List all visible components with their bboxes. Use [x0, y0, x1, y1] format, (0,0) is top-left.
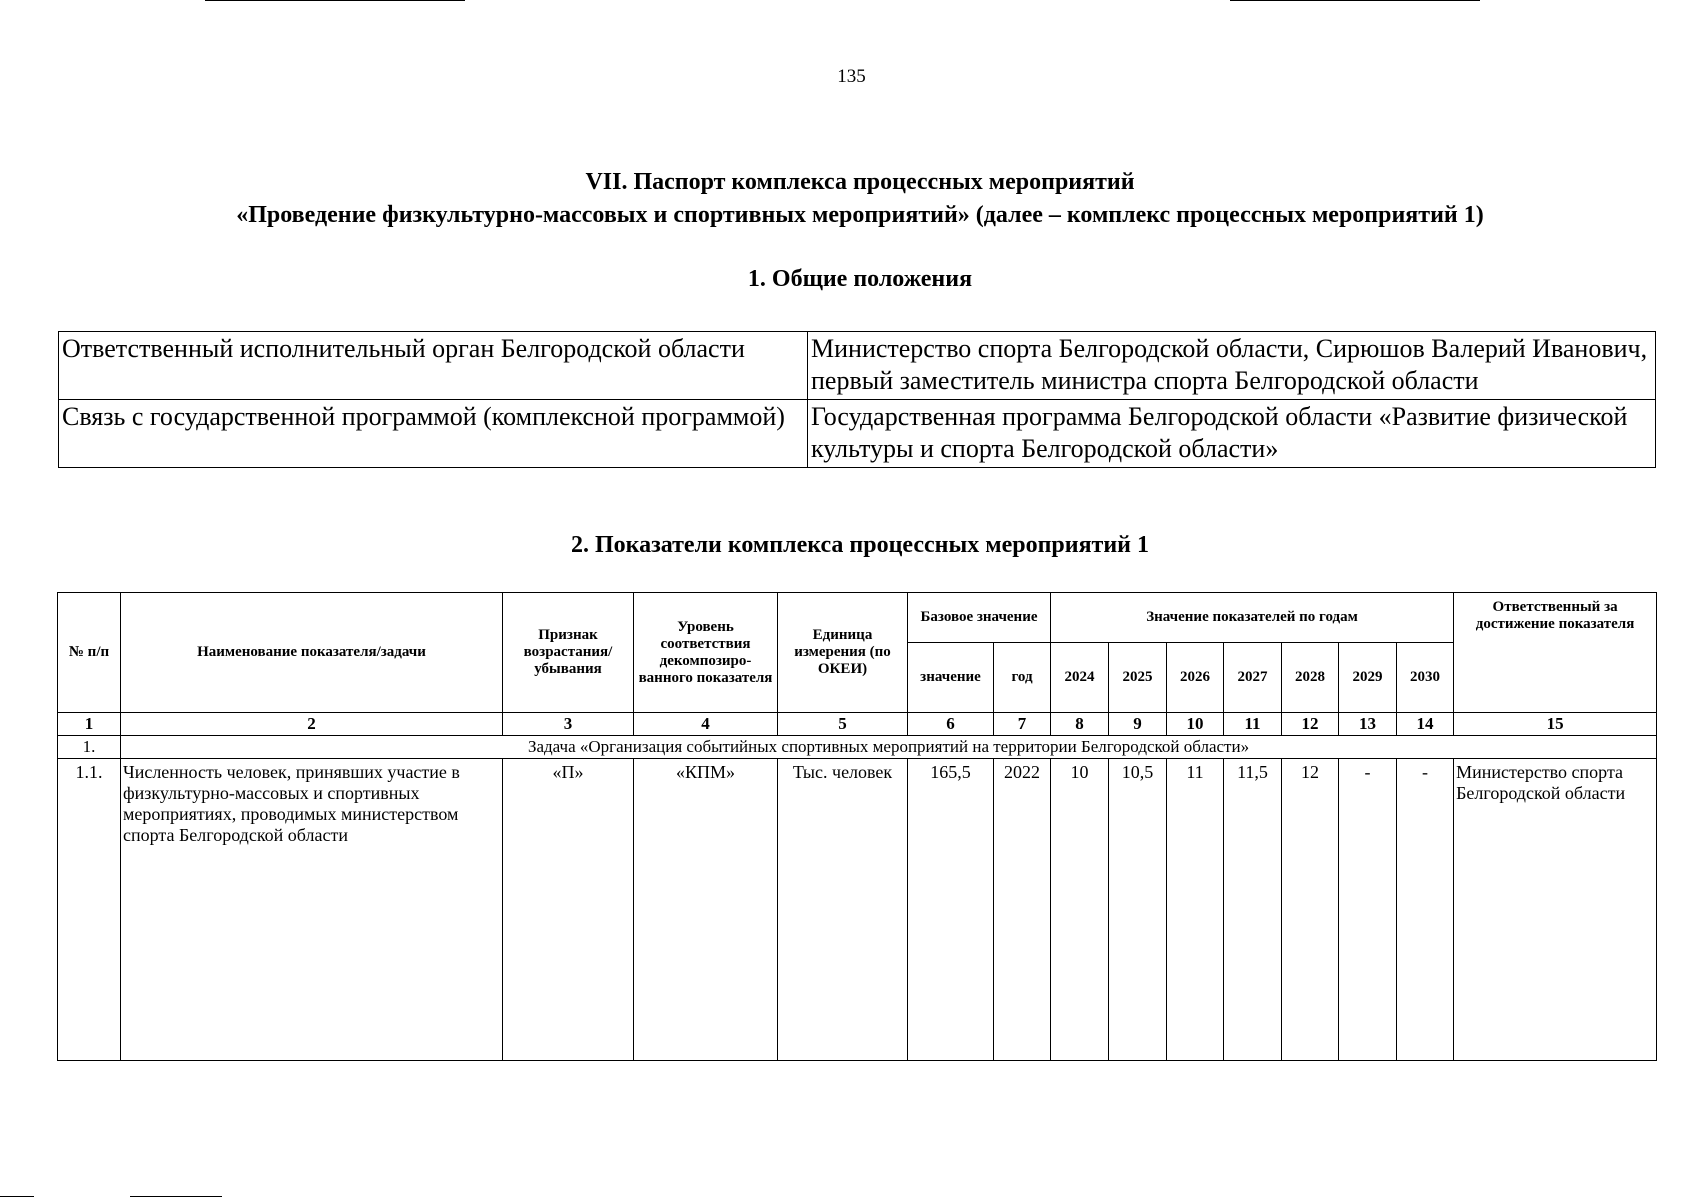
- row-value-2029: -: [1339, 759, 1397, 1061]
- header-year: 2028: [1282, 643, 1339, 713]
- general-provisions-heading: 1. Общие положения: [747, 266, 973, 292]
- row-unit: Тыс. человек: [778, 759, 908, 1061]
- general-label: Связь с государственной программой (комплексной программой): [59, 400, 808, 468]
- top-edge-rule: [205, 0, 465, 1]
- column-number: 9: [1109, 713, 1167, 736]
- row-base-value: 165,5: [908, 759, 994, 1061]
- column-numbers-row: [58, 713, 1657, 736]
- general-provisions-table: [58, 331, 1656, 468]
- page-number: 135: [837, 66, 866, 87]
- column-number: 10: [1167, 713, 1224, 736]
- row-name: Численность человек, принявших участие в физкультурно-массовых и спортивных мероприятиях, проводимых министерством спорта Белгородской области: [121, 759, 503, 1061]
- header-year: 2026: [1167, 643, 1224, 713]
- header-year: 2024: [1051, 643, 1109, 713]
- column-number: 5: [778, 713, 908, 736]
- header-name: Наименование показателя/задачи: [121, 593, 503, 713]
- table-row: [58, 759, 1657, 1061]
- row-base-year: 2022: [994, 759, 1051, 1061]
- header-num: № п/п: [58, 593, 121, 713]
- row-level: «КПМ»: [634, 759, 778, 1061]
- header-base: Базовое значение: [908, 593, 1051, 643]
- row-responsible: Министерство спорта Белгородской области: [1454, 759, 1657, 1061]
- column-number: 2: [121, 713, 503, 736]
- column-number: 1: [58, 713, 121, 736]
- top-edge-rule: [1230, 0, 1480, 1]
- column-number: 6: [908, 713, 994, 736]
- row-value-2025: 10,5: [1109, 759, 1167, 1061]
- column-number: 8: [1051, 713, 1109, 736]
- general-row: [59, 400, 1656, 468]
- column-number: 11: [1224, 713, 1282, 736]
- row-num: 1.1.: [58, 759, 121, 1061]
- column-number: 12: [1282, 713, 1339, 736]
- header-base-value: значение: [908, 643, 994, 713]
- bottom-edge-rule: [0, 1196, 34, 1197]
- title-line-2: «Проведение физкультурно-массовых и спортивных мероприятий» (далее – комплекс процессных мероприятий 1): [236, 202, 1484, 228]
- bottom-edge-rule: [130, 1196, 222, 1197]
- header-year: 2030: [1397, 643, 1454, 713]
- row-value-2030: -: [1397, 759, 1454, 1061]
- header-sign: Признак возрастания/ убывания: [503, 593, 634, 713]
- general-label: Ответственный исполнительный орган Белгородской области: [59, 332, 808, 400]
- header-base-year: год: [994, 643, 1051, 713]
- header-year: 2029: [1339, 643, 1397, 713]
- task-row: [58, 736, 1657, 759]
- header-row: [58, 593, 1657, 643]
- column-number: 14: [1397, 713, 1454, 736]
- header-responsible: Ответственный за достижение показателя: [1454, 593, 1657, 713]
- general-row: [59, 332, 1656, 400]
- header-unit: Единица измерения (по ОКЕИ): [778, 593, 908, 713]
- indicators-heading: 2. Показатели комплекса процессных мероприятий 1: [570, 532, 1149, 558]
- task-num: 1.: [58, 736, 121, 759]
- header-by-years: Значение показателей по годам: [1051, 593, 1454, 643]
- header-year: 2027: [1224, 643, 1282, 713]
- task-text: Задача «Организация событийных спортивных мероприятий на территории Белгородской области»: [121, 736, 1657, 759]
- column-number: 4: [634, 713, 778, 736]
- row-value-2024: 10: [1051, 759, 1109, 1061]
- row-sign: «П»: [503, 759, 634, 1061]
- title-line-1: VII. Паспорт комплекса процессных мероприятий: [585, 169, 1135, 195]
- general-value: Государственная программа Белгородской области «Развитие физической культуры и спорта Белгородской области»: [808, 400, 1656, 468]
- column-number: 15: [1454, 713, 1657, 736]
- header-year: 2025: [1109, 643, 1167, 713]
- indicators-table: [57, 592, 1657, 1061]
- column-number: 7: [994, 713, 1051, 736]
- section-title: [0, 166, 1703, 232]
- column-number: 13: [1339, 713, 1397, 736]
- general-value: Министерство спорта Белгородской области, Сирюшов Валерий Иванович, первый заместитель министра спорта Белгородской области: [808, 332, 1656, 400]
- row-value-2026: 11: [1167, 759, 1224, 1061]
- row-value-2028: 12: [1282, 759, 1339, 1061]
- row-value-2027: 11,5: [1224, 759, 1282, 1061]
- column-number: 3: [503, 713, 634, 736]
- header-level: Уровень соответствия декомпозиро-ванного показателя: [634, 593, 778, 713]
